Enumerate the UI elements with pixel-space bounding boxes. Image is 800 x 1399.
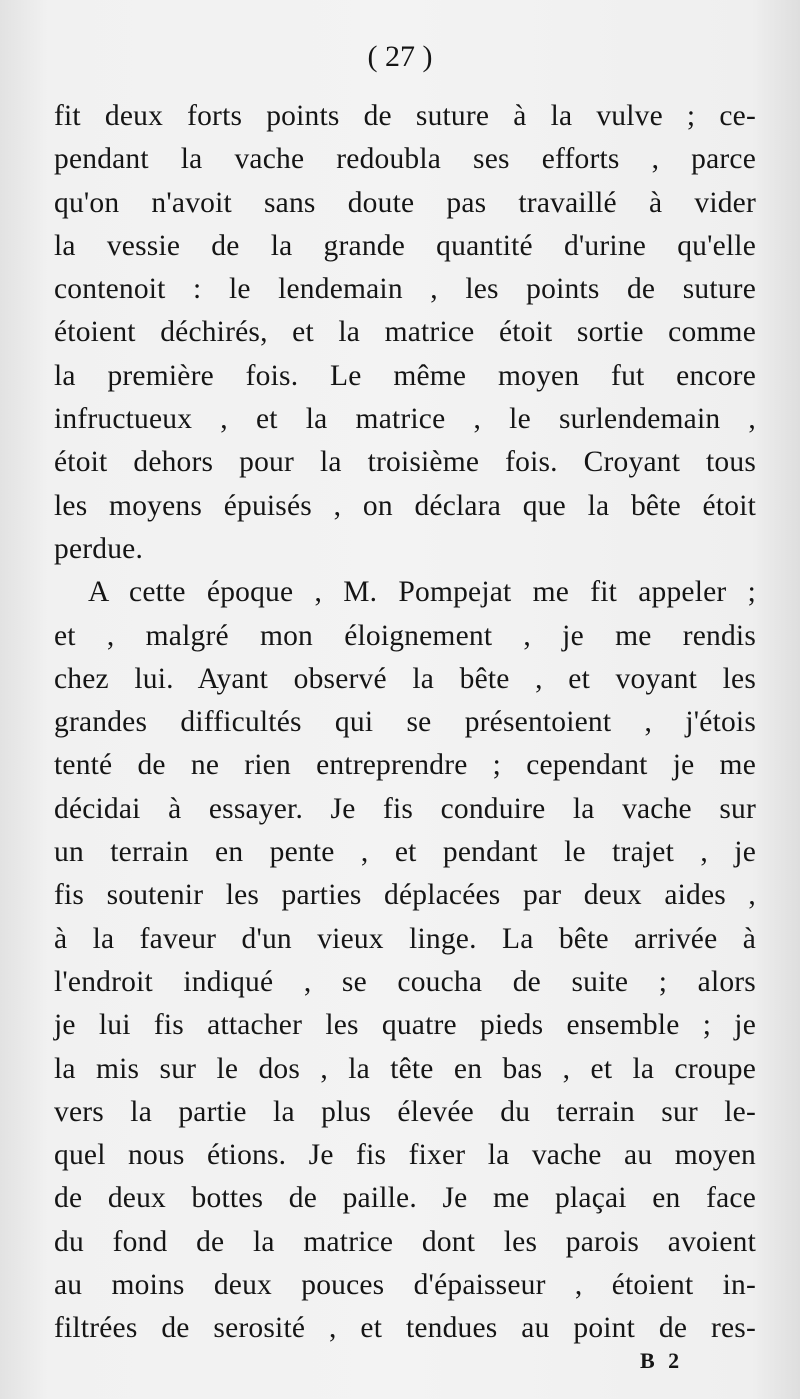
text-line: l'endroit indiqué , se coucha de suite ; alors: [54, 965, 756, 998]
text-line: étoient déchirés, et la matrice étoit sortie comme: [54, 316, 756, 349]
text-line: les moyens épuisés , on déclara que la bête étoit: [54, 489, 756, 522]
text-line: pendant la vache redoubla ses efforts , parce: [54, 143, 756, 176]
text-line: contenoit : le lendemain , les points de suture: [54, 273, 756, 306]
text-line: tenté de ne rien entreprendre ; cependant je me: [54, 749, 756, 782]
text-line: quel nous étions. Je fis fixer la vache au moyen: [54, 1139, 756, 1172]
text-line: de deux bottes de paille. Je me plaçai en face: [54, 1182, 756, 1215]
text-line: la vessie de la grande quantité d'urine qu'elle: [54, 229, 756, 262]
signature-mark: B 2: [640, 1348, 684, 1373]
text-line: du fond de la matrice dont les parois avoient: [54, 1225, 756, 1258]
text-line: vers la partie la plus élevée du terrain sur le-: [54, 1095, 756, 1128]
page-number: ( 27 ): [367, 40, 433, 73]
text-line-paragraph-start: A cette époque , M. Pompejat me fit appeler ;: [88, 576, 756, 609]
text-line: fis soutenir les parties déplacées par deux aides ,: [54, 879, 756, 912]
text-line: la mis sur le dos , la tête en bas , et la croupe: [54, 1052, 756, 1085]
text-line: à la faveur d'un vieux linge. La bête arrivée à: [54, 922, 756, 955]
text-line: un terrain en pente , et pendant le trajet , je: [54, 836, 756, 869]
text-line: filtrées de serosité , et tendues au point de res-: [54, 1312, 756, 1345]
text-line: grandes difficultés qui se présentoient , j'étois: [54, 706, 756, 739]
body-text: [54, 95, 756, 1351]
text-line: la première fois. Le même moyen fut encore: [54, 359, 756, 392]
text-line: infructueux , et la matrice , le surlendemain ,: [54, 403, 756, 436]
text-line: décidai à essayer. Je fis conduire la vache sur: [54, 792, 756, 825]
text-line: fit deux forts points de suture à la vulve ; ce-: [54, 100, 756, 132]
text-line-paragraph-end: perdue.: [54, 532, 144, 565]
text-line: au moins deux pouces d'épaisseur , étoient in-: [54, 1269, 756, 1302]
text-line: étoit dehors pour la troisième fois. Croyant tous: [54, 446, 756, 479]
text-line: qu'on n'avoit sans doute pas travaillé à vider: [54, 186, 756, 219]
text-line: et , malgré mon éloignement , je me rendis: [54, 619, 756, 652]
text-line: je lui fis attacher les quatre pieds ensemble ; je: [54, 1009, 756, 1042]
text-line: chez lui. Ayant observé la bête , et voyant les: [54, 662, 756, 695]
